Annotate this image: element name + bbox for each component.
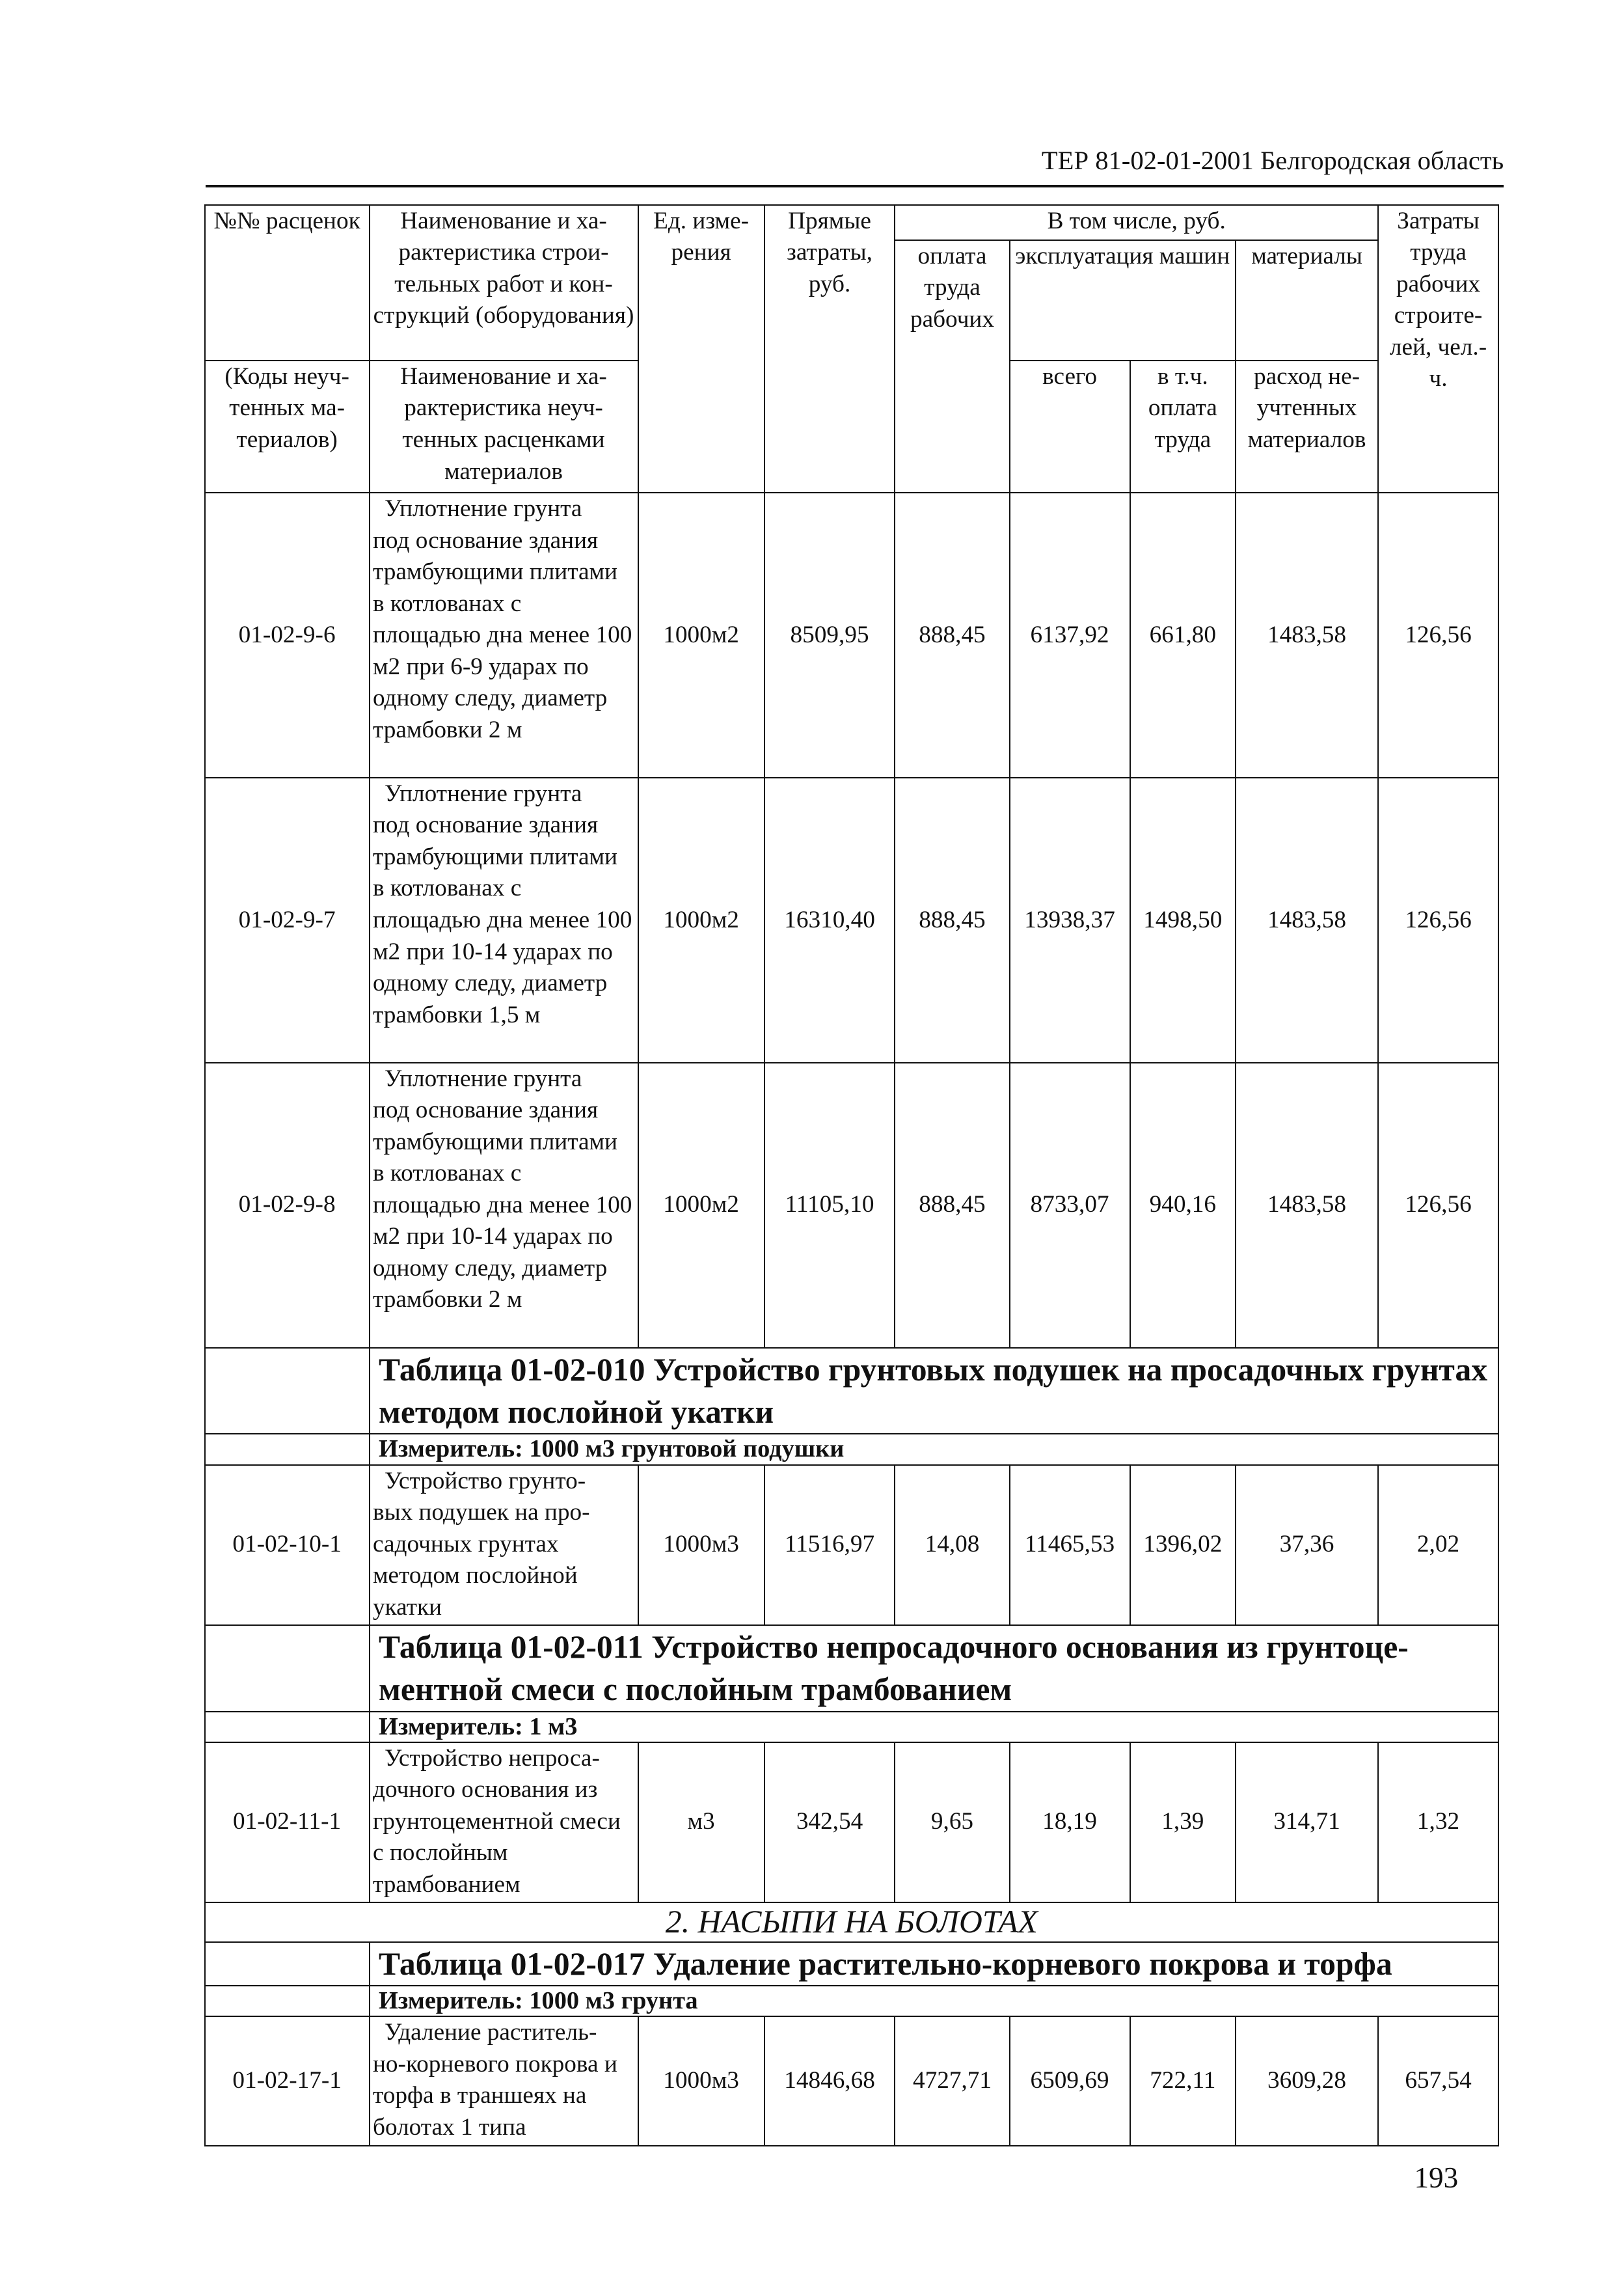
- col-mat2-header: расход неучтенных материалов: [1236, 361, 1378, 493]
- row-unit: 1000м2: [638, 1063, 765, 1348]
- col-unit-header: Ед. измерения: [638, 205, 765, 493]
- row-name: Уплотнение грунта под основание здания трамбующими плитами в котлованах с площадью дна менее 100 м2 при 10-14 ударах по одному следу, диаметр трамбовки 2 м: [370, 1063, 638, 1348]
- col-name-header: Наименование и характеристика строительных работ и конструкций (оборудования): [370, 205, 638, 361]
- row-materials: 37,36: [1236, 1465, 1378, 1625]
- row-machines-wage: 661,80: [1130, 493, 1236, 778]
- row-direct: 14846,68: [765, 2016, 895, 2146]
- row-labor: 126,56: [1378, 778, 1498, 1063]
- table-row: [205, 778, 1498, 1063]
- table-row: [205, 1063, 1498, 1348]
- row-machines-wage: 722,11: [1130, 2016, 1236, 2146]
- table-title-spacer: [205, 1625, 370, 1712]
- row-name: Уплотнение грунта под основание здания трамбующими плитами в котлованах с площадью дна менее 100 м2 при 6-9 ударах по одному следу, диаметр трамбовки 2 м: [370, 493, 638, 778]
- row-direct: 16310,40: [765, 778, 895, 1063]
- row-direct: 11516,97: [765, 1465, 895, 1625]
- col-machines-header: эксплуатация машин: [1010, 240, 1236, 361]
- col-m-wage-header: в т.ч. оплата труда: [1130, 361, 1236, 493]
- row-labor: 126,56: [1378, 493, 1498, 778]
- row-machines-total: 11465,53: [1010, 1465, 1130, 1625]
- table-row: [205, 1742, 1498, 1902]
- row-unit: 1000м2: [638, 493, 765, 778]
- row-direct: 11105,10: [765, 1063, 895, 1348]
- measure-spacer: [205, 1986, 370, 2016]
- table-010-title: Таблица 01-02-010 Устройство грунтовых подушек на просадочных грунтах методом послойной укатки: [370, 1348, 1499, 1434]
- row-code: 01-02-17-1: [205, 2016, 370, 2146]
- row-materials: 1483,58: [1236, 493, 1378, 778]
- rates-table: [204, 204, 1499, 2146]
- measure-spacer: [205, 1434, 370, 1464]
- row-wage: 888,45: [895, 778, 1009, 1063]
- row-code: 01-02-9-8: [205, 1063, 370, 1348]
- table-011-measure: Измеритель: 1 м3: [370, 1712, 1499, 1742]
- table-017-title: Таблица 01-02-017 Удаление растительно-корневого покрова и торфа: [370, 1942, 1499, 1986]
- measure-spacer: [205, 1712, 370, 1742]
- row-wage: 9,65: [895, 1742, 1009, 1902]
- row-materials: 1483,58: [1236, 1063, 1378, 1348]
- table-010-measure: Измеритель: 1000 м3 грунтовой подушки: [370, 1434, 1499, 1464]
- row-name: Устройство грунто- вых подушек на просадочных грунтах методом послойной укатки: [370, 1465, 638, 1625]
- col-m-total-header: всего: [1010, 361, 1130, 493]
- section-heading: 2. НАСЫПИ НА БОЛОТАХ: [205, 1902, 1498, 1942]
- table-017-measure: Измеритель: 1000 м3 грунта: [370, 1986, 1499, 2016]
- col-direct-header: Прямые затраты, руб.: [765, 205, 895, 493]
- row-wage: 888,45: [895, 1063, 1009, 1348]
- table-011-title: Таблица 01-02-011 Устройство непросадочного основания из грунтоцементной смеси с послойным трамбованием: [370, 1625, 1499, 1712]
- row-wage: 888,45: [895, 493, 1009, 778]
- table-row: [205, 2016, 1498, 2146]
- row-code: 01-02-9-6: [205, 493, 370, 778]
- row-unit: 1000м3: [638, 1465, 765, 1625]
- row-wage: 14,08: [895, 1465, 1009, 1625]
- col-code-header: №№ расценок: [205, 205, 370, 361]
- row-code: 01-02-11-1: [205, 1742, 370, 1902]
- row-unit: 1000м2: [638, 778, 765, 1063]
- row-machines-total: 18,19: [1010, 1742, 1130, 1902]
- row-labor: 1,32: [1378, 1742, 1498, 1902]
- table-row: [205, 1465, 1498, 1625]
- col-name2-header: Наименование и характеристика неучтенных расценками материалов: [370, 361, 638, 493]
- table-title-spacer: [205, 1348, 370, 1434]
- col-materials-header: материалы: [1236, 240, 1378, 361]
- row-materials: 3609,28: [1236, 2016, 1378, 2146]
- row-machines-total: 6509,69: [1010, 2016, 1130, 2146]
- row-name: Устройство непроса- дочного основания из грунтоцементной смеси с послойным трамбованием: [370, 1742, 638, 1902]
- page-number: 193: [1414, 2161, 1459, 2195]
- row-machines-wage: 1,39: [1130, 1742, 1236, 1902]
- row-materials: 314,71: [1236, 1742, 1378, 1902]
- col-code2-header: (Коды неучтенных материалов): [205, 361, 370, 493]
- row-code: 01-02-10-1: [205, 1465, 370, 1625]
- row-name: Уплотнение грунта под основание здания трамбующими плитами в котлованах с площадью дна менее 100 м2 при 10-14 ударах по одному следу, диаметр трамбовки 1,5 м: [370, 778, 638, 1063]
- row-unit: 1000м3: [638, 2016, 765, 2146]
- col-labor-header: Затраты труда рабочих строителей, чел.-ч.: [1378, 205, 1498, 493]
- row-machines-wage: 1396,02: [1130, 1465, 1236, 1625]
- row-direct: 342,54: [765, 1742, 895, 1902]
- table-row: [205, 493, 1498, 778]
- running-header: ТЕР 81-02-01-2001 Белгородская область: [1041, 146, 1504, 176]
- row-labor: 126,56: [1378, 1063, 1498, 1348]
- header-rule: [206, 185, 1504, 187]
- col-wage-header: оплата труда рабочих: [895, 240, 1009, 493]
- col-incl-header: В том числе, руб.: [895, 205, 1378, 240]
- row-machines-total: 13938,37: [1010, 778, 1130, 1063]
- row-labor: 2,02: [1378, 1465, 1498, 1625]
- row-machines-total: 8733,07: [1010, 1063, 1130, 1348]
- row-materials: 1483,58: [1236, 778, 1378, 1063]
- table-title-spacer: [205, 1942, 370, 1986]
- row-code: 01-02-9-7: [205, 778, 370, 1063]
- row-name: Удаление раститель- но-корневого покрова и торфа в траншеях на болотах 1 типа: [370, 2016, 638, 2146]
- row-unit: м3: [638, 1742, 765, 1902]
- row-machines-total: 6137,92: [1010, 493, 1130, 778]
- row-machines-wage: 940,16: [1130, 1063, 1236, 1348]
- row-wage: 4727,71: [895, 2016, 1009, 2146]
- row-labor: 657,54: [1378, 2016, 1498, 2146]
- row-machines-wage: 1498,50: [1130, 778, 1236, 1063]
- row-direct: 8509,95: [765, 493, 895, 778]
